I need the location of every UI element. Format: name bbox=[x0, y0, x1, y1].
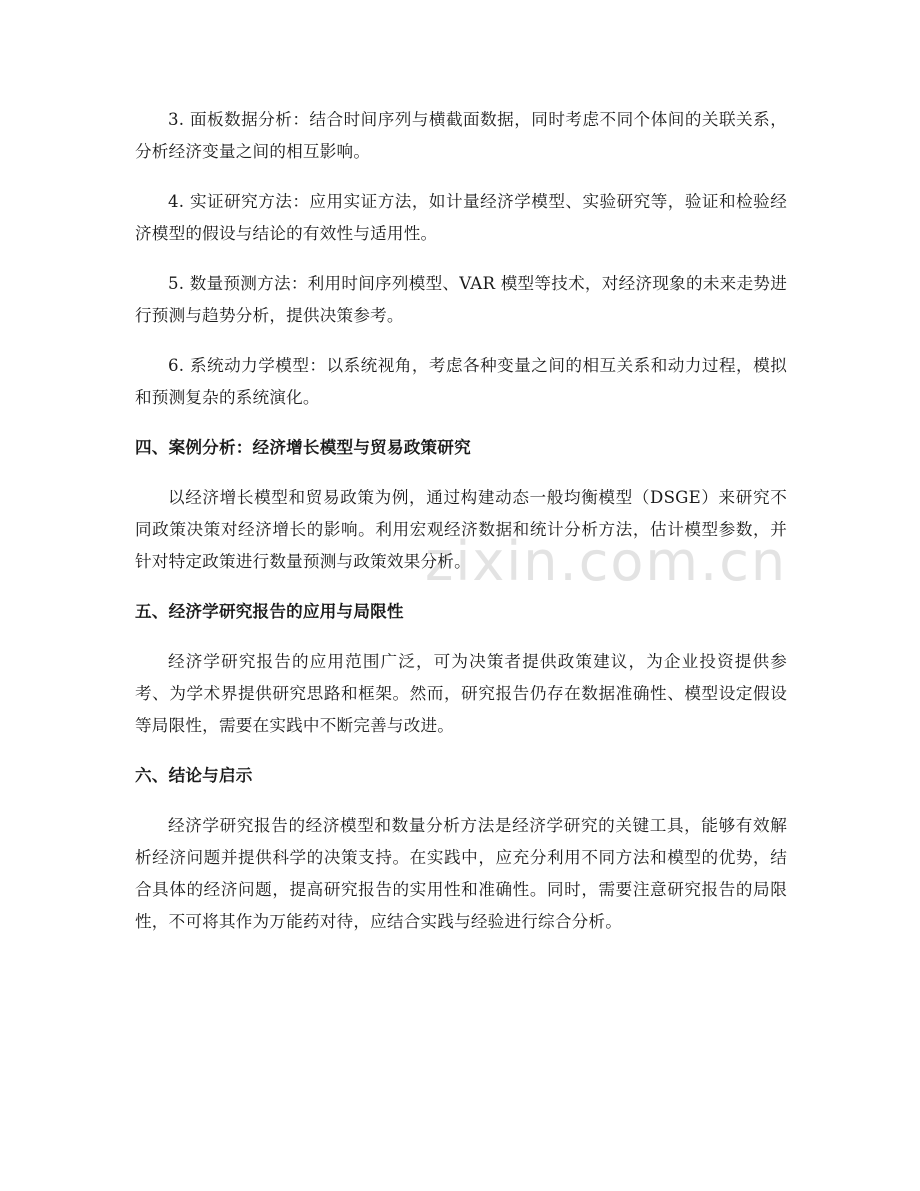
list-item-empirical-methods: 4. 实证研究方法：应用实证方法，如计量经济学模型、实验研究等，验证和检验经济模型的假设与结论的有效性与适用性。 bbox=[135, 192, 787, 243]
section-heading-case-analysis: 四、案例分析：经济增长模型与贸易政策研究 bbox=[135, 438, 471, 457]
list-item-panel-data: 3. 面板数据分析：结合时间序列与横截面数据，同时考虑不同个体间的关联关系，分析经济变量之间的相互影响。 bbox=[135, 110, 787, 161]
paragraph-applications: 经济学研究报告的应用范围广泛，可为决策者提供政策建议，为企业投资提供参考、为学术界提供研究思路和框架。然而，研究报告仍存在数据准确性、模型设定假设等局限性，需要在实践中不断完善与改进。 bbox=[135, 652, 787, 735]
section-heading-applications: 五、经济学研究报告的应用与局限性 bbox=[135, 602, 404, 621]
list-item-quantitative-forecasting: 5. 数量预测方法：利用时间序列模型、VAR 模型等技术，对经济现象的未来走势进行预测与趋势分析，提供决策参考。 bbox=[135, 274, 787, 325]
watermark: zixin.com.cn bbox=[425, 530, 788, 593]
list-item-system-dynamics: 6. 系统动力学模型：以系统视角，考虑各种变量之间的相互关系和动力过程，模拟和预测复杂的系统演化。 bbox=[135, 356, 787, 407]
section-heading-conclusion: 六、结论与启示 bbox=[135, 766, 253, 785]
paragraph-conclusion: 经济学研究报告的经济模型和数量分析方法是经济学研究的关键工具，能够有效解析经济问题并提供科学的决策支持。在实践中，应充分利用不同方法和模型的优势，结合具体的经济问题，提高研究报告的实用性和准确性。同时，需要注意研究报告的局限性，不可将其作为万能药对待，应结合实践与经验进行综合分析。 bbox=[135, 816, 787, 931]
document-body bbox=[135, 104, 787, 956]
paragraph-case-analysis: 以经济增长模型和贸易政策为例，通过构建动态一般均衡模型（DSGE）来研究不同政策决策对经济增长的影响。利用宏观经济数据和统计分析方法，估计模型参数，并针对特定政策进行数量预测与政策效果分析。 bbox=[135, 488, 787, 571]
